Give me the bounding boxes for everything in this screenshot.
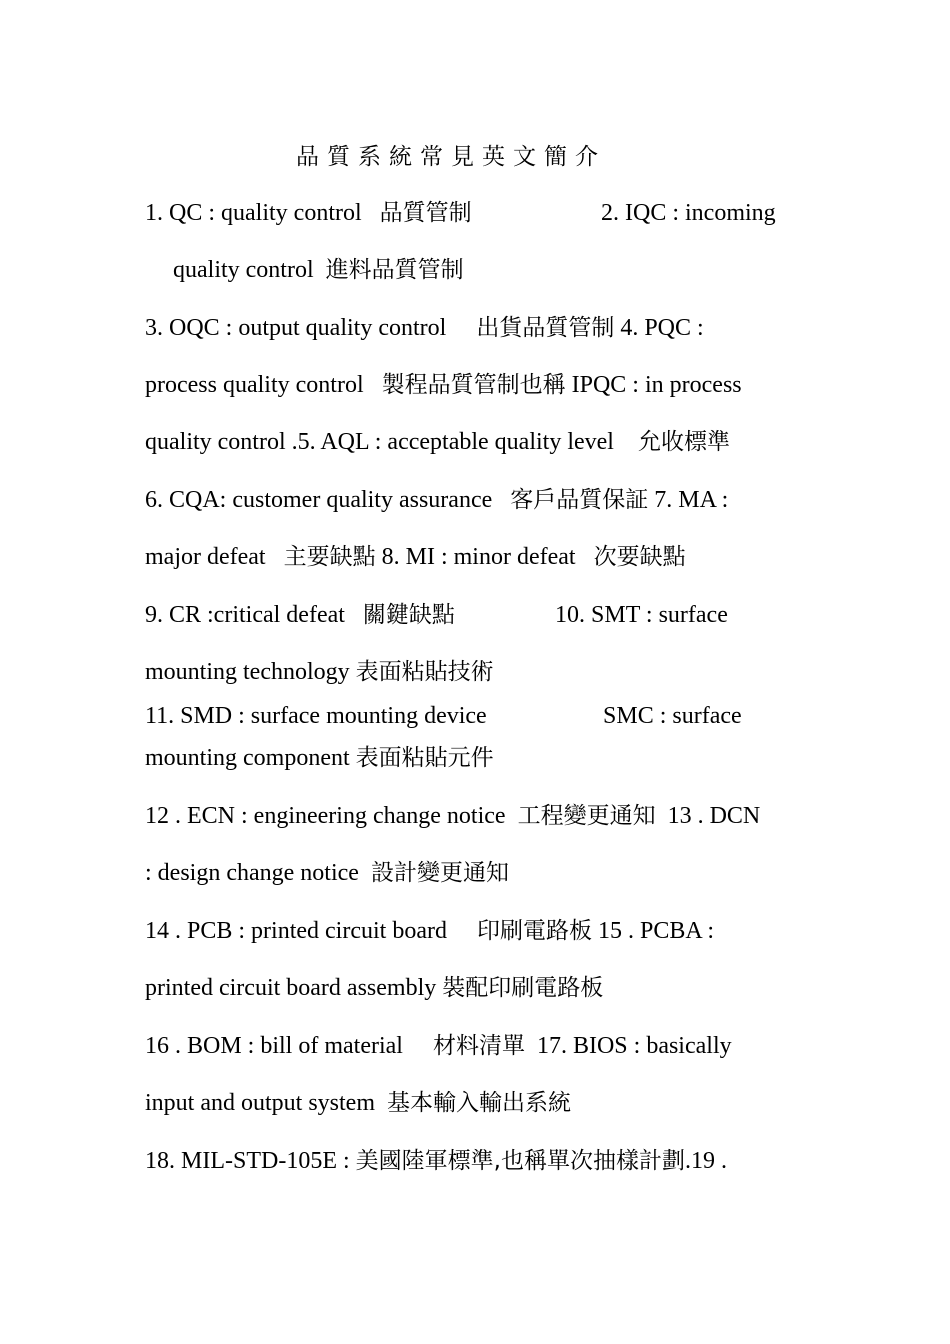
text-line: SMC : surface (603, 703, 742, 729)
term-zh: 出貨品質管制 (476, 315, 615, 341)
text-line (145, 704, 487, 728)
text-line (145, 976, 603, 1000)
page-title: 品質系統常見英文簡介 (296, 144, 606, 170)
text-line (145, 316, 704, 340)
term-en: 6. CQA: customer quality assurance (145, 487, 493, 513)
text-line (145, 488, 728, 512)
text-line (145, 861, 509, 885)
text-line: 10. SMT : surface (555, 602, 728, 628)
term-zh: 客戶品質保証 (510, 487, 649, 513)
term-en: 4. PQC : (620, 315, 704, 341)
term-zh: 基本輸入輸出系統 (387, 1090, 571, 1116)
term-zh: 關鍵缺點 (362, 602, 455, 628)
term-en: 7. MA : (654, 487, 729, 513)
term-en: mounting technology (145, 659, 350, 685)
term-en: 9. CR :critical defeat (145, 602, 345, 628)
term-zh: 允收標準 (637, 429, 730, 455)
term-en: 11. SMD : surface mounting device (145, 703, 487, 729)
text-line (145, 1091, 571, 1115)
term-en: process quality control (145, 372, 364, 398)
term-en: 1. QC : quality control (145, 200, 362, 226)
term-en: printed circuit board assembly (145, 975, 437, 1001)
term-zh: 進料品質管制 (325, 257, 464, 283)
text-line (145, 919, 714, 943)
term-en: input and output system (145, 1090, 375, 1116)
term-en: 13 . DCN (667, 803, 761, 829)
term-zh: 印刷電路板 (476, 918, 592, 944)
text-line (145, 746, 494, 770)
text-line (145, 1149, 727, 1173)
term-en: 15 . PCBA : (597, 918, 715, 944)
term-zh: 設計變更通知 (370, 860, 509, 886)
text-line (145, 660, 494, 684)
term-en: 16 . BOM : bill of material (145, 1033, 403, 1059)
term-en: 12 . ECN : engineering change notice (145, 803, 506, 829)
term-en: quality control .5. AQL : acceptable quality level (145, 429, 614, 455)
text-line (145, 603, 455, 627)
text-line (145, 545, 686, 569)
text-line (145, 1034, 732, 1058)
term-en: : design change notice (145, 860, 359, 886)
term-en: 14 . PCB : printed circuit board (145, 918, 447, 944)
term-en: 17. BIOS : basically (536, 1033, 732, 1059)
term-zh: 品質管制 (379, 200, 472, 226)
text-line (173, 258, 464, 282)
term-zh: 裝配印刷電路板 (442, 975, 604, 1001)
term-en: .19 . (684, 1148, 727, 1174)
term-en: 3. OQC : output quality control (145, 315, 447, 341)
term-en: major defeat (145, 544, 266, 570)
term-zh: 製程品質管制也稱 (381, 372, 566, 398)
text-line (145, 804, 760, 828)
term-en: 8. MI : minor defeat (381, 544, 576, 570)
term-en: 18. MIL-STD-105E : (145, 1148, 350, 1174)
term-zh: 工程變更通知 (517, 803, 656, 829)
text-line: 2. IQC : incoming (601, 200, 776, 226)
term-en: IPQC : in process (571, 372, 742, 398)
text-line (145, 201, 472, 225)
term-zh: 次要缺點 (593, 544, 686, 570)
term-zh: 美國陸軍標準,也稱單次抽樣計劃 (355, 1148, 685, 1174)
text-line (145, 430, 730, 454)
term-zh: 表面粘貼元件 (355, 745, 494, 771)
term-zh: 材料清單 (432, 1033, 525, 1059)
text-line (145, 373, 742, 397)
term-zh: 主要缺點 (283, 544, 376, 570)
term-en: mounting component (145, 745, 350, 771)
term-zh: 表面粘貼技術 (355, 659, 494, 685)
term-en: quality control (173, 257, 314, 283)
